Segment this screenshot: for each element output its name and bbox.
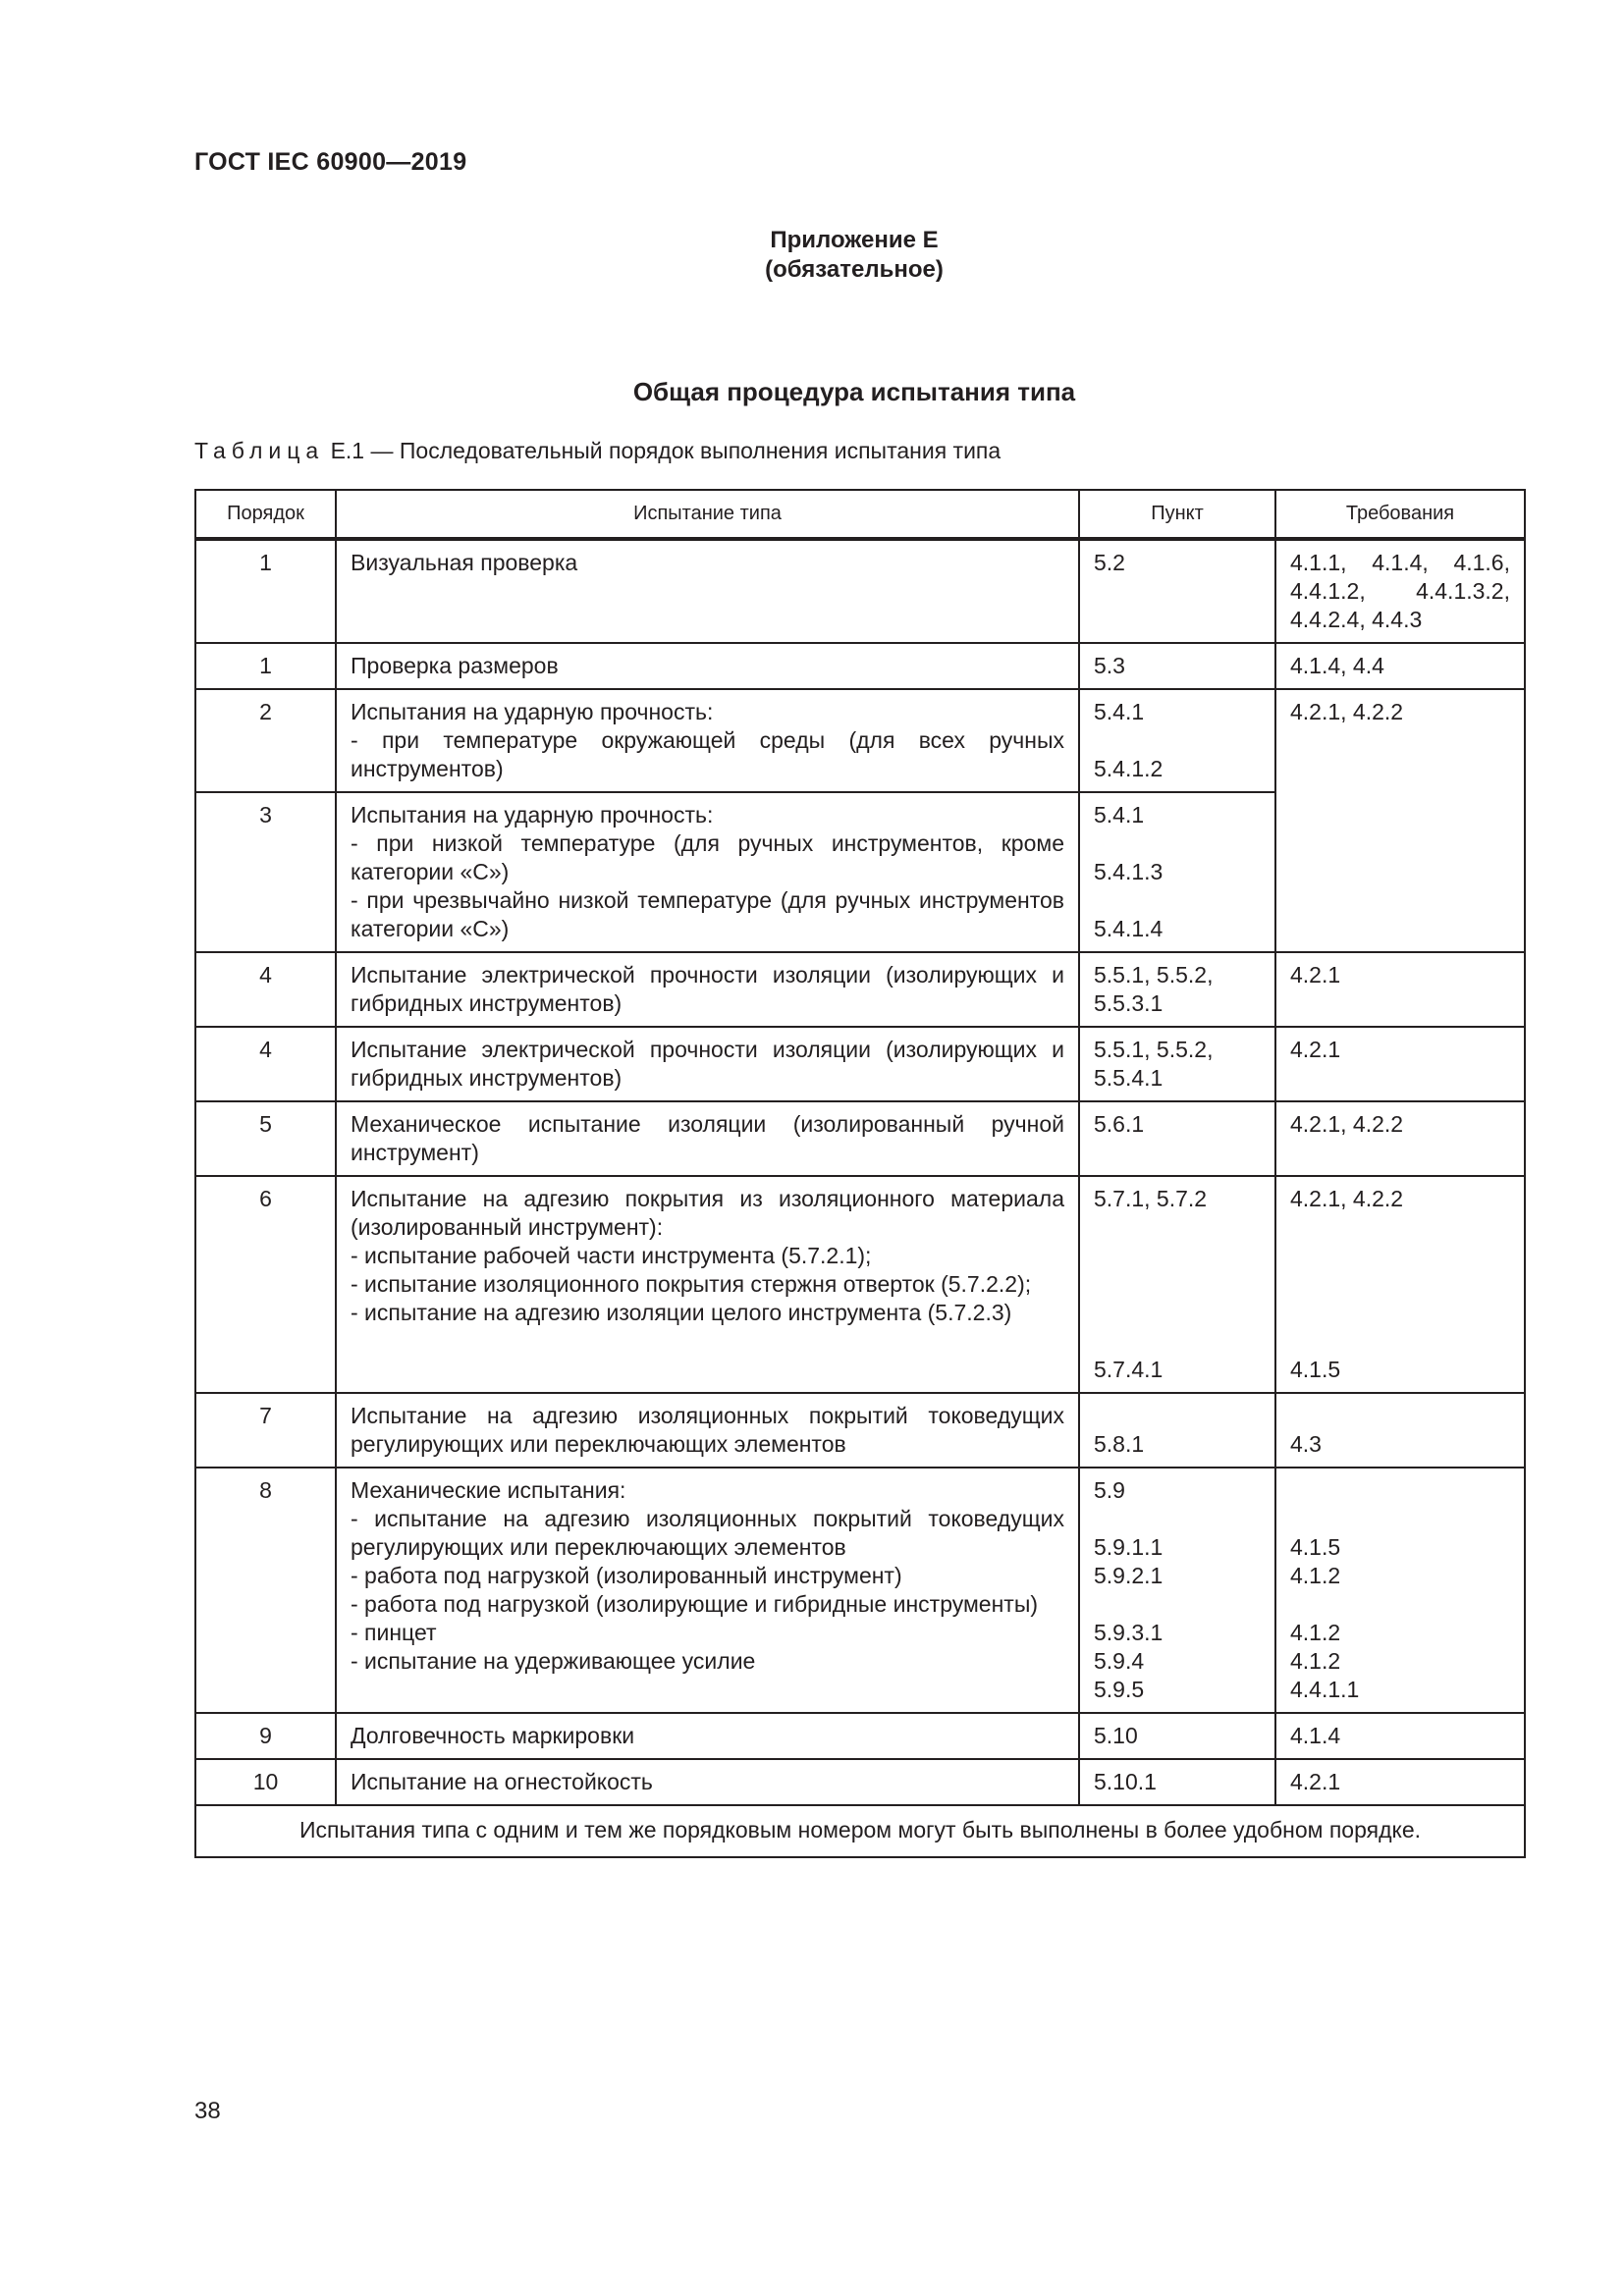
cell-clause (1079, 689, 1275, 792)
cell-clause: 5.10 (1079, 1713, 1275, 1759)
test-sub: - работа под нагрузкой (изолированный инструмент) (351, 1563, 902, 1588)
table-row (195, 1176, 1525, 1393)
cell-test (336, 689, 1079, 792)
cell-test: Испытание на адгезию изоляционных покрытий токоведущих регулирующих или переключающих элементов (336, 1393, 1079, 1468)
clause-main: 5.4.1 (1094, 802, 1145, 828)
table-row (195, 952, 1525, 1027)
test-main: Механические испытания: (351, 1477, 626, 1503)
cell-order: 2 (195, 689, 336, 792)
column-header-order: Порядок (195, 490, 336, 539)
cell-requirements: 4.2.1 (1275, 1759, 1525, 1805)
table-footnote-row (195, 1805, 1525, 1857)
cell-requirements: 4.1.4, 4.4 (1275, 643, 1525, 689)
cell-clause: 5.3 (1079, 643, 1275, 689)
test-sub: - испытание рабочей части инструмента (5.7.2.1); (351, 1243, 872, 1268)
req-sub: 4.1.2 (1290, 1648, 1341, 1674)
cell-clause: 5.5.1, 5.5.2, 5.5.4.1 (1079, 1027, 1275, 1101)
clause-sub: 5.7.4.1 (1094, 1357, 1164, 1382)
cell-test: Испытание электрической прочности изоляции (изолирующих и гибридных инструментов) (336, 952, 1079, 1027)
annex-heading (0, 226, 1624, 285)
table-row (195, 1393, 1525, 1468)
table-caption-label: Таблица (194, 438, 325, 463)
cell-order: 1 (195, 539, 336, 643)
cell-order: 4 (195, 952, 336, 1027)
clause-sub: 5.4.1.2 (1094, 756, 1164, 781)
req-sub: 4.1.2 (1290, 1620, 1341, 1645)
clause-main: 5.8.1 (1094, 1431, 1145, 1457)
clause-main: 5.9 (1094, 1477, 1125, 1503)
cell-test (336, 1468, 1079, 1713)
test-main: Испытания на ударную прочность: (351, 699, 714, 724)
clause-main: 5.7.1, 5.7.2 (1094, 1186, 1208, 1211)
test-main: Испытание на адгезию покрытия из изоляционного материала (изолированный инструмент): (351, 1186, 1064, 1240)
clause-sub: 5.9.1.1 (1094, 1534, 1164, 1560)
test-sub: - испытание на удерживающее усилие (351, 1648, 756, 1674)
table-row (195, 539, 1525, 643)
test-sub: - испытание на адгезию изоляционных покрытий токоведущих регулирующих или переключающих элементов (351, 1506, 1064, 1560)
table-row (195, 1027, 1525, 1101)
column-header-requirements: Требования (1275, 490, 1525, 539)
clause-sub: 5.4.1.3 (1094, 859, 1164, 884)
cell-test: Долговечность маркировки (336, 1713, 1079, 1759)
cell-test: Механическое испытание изоляции (изолированный ручной инструмент) (336, 1101, 1079, 1176)
table-header-row (195, 490, 1525, 539)
test-sub: - при температуре окружающей среды (для всех ручных инструментов) (351, 727, 1064, 781)
annex-title: Приложение Е (770, 227, 939, 253)
cell-order: 1 (195, 643, 336, 689)
cell-test: Проверка размеров (336, 643, 1079, 689)
req-sub: 4.1.5 (1290, 1357, 1341, 1382)
test-sub: - пинцет (351, 1620, 437, 1645)
req-sub: 4.1.5 (1290, 1534, 1341, 1560)
type-test-table (194, 489, 1526, 1858)
cell-test: Визуальная проверка (336, 539, 1079, 643)
cell-clause (1079, 1468, 1275, 1713)
cell-requirements (1275, 1393, 1525, 1468)
test-sub: - испытание на адгезию изоляции целого инструмента (5.7.2.3) (351, 1300, 1012, 1325)
table-footnote: Испытания типа с одним и тем же порядковым номером могут быть выполнены в более удобном порядке. (195, 1805, 1525, 1857)
test-sub: - испытание изоляционного покрытия стержня отверток (5.7.2.2); (351, 1271, 1032, 1297)
clause-main: 5.4.1 (1094, 699, 1145, 724)
test-main: Испытания на ударную прочность: (351, 802, 714, 828)
cell-clause: 5.5.1, 5.5.2, 5.5.3.1 (1079, 952, 1275, 1027)
column-header-test: Испытание типа (336, 490, 1079, 539)
req-main: 4.3 (1290, 1431, 1322, 1457)
document-header: ГОСТ IEC 60900—2019 (194, 148, 467, 176)
cell-clause (1079, 1176, 1275, 1393)
cell-clause: 5.6.1 (1079, 1101, 1275, 1176)
section-title: Общая процедура испытания типа (632, 377, 1076, 406)
annex-status: (обязательное) (765, 256, 944, 283)
column-header-clause: Пункт (1079, 490, 1275, 539)
test-sub: - при низкой температуре (для ручных инструментов, кроме категории «С») (351, 830, 1064, 884)
cell-clause: 5.2 (1079, 539, 1275, 643)
cell-order: 3 (195, 792, 336, 952)
cell-requirements: 4.1.1, 4.1.4, 4.1.6, 4.4.1.2, 4.4.1.3.2, 4.4.2.4, 4.4.3 (1275, 539, 1525, 643)
clause-sub: 5.9.4 (1094, 1648, 1145, 1674)
req-main: 4.2.1, 4.2.2 (1290, 1186, 1404, 1211)
cell-requirements: 4.1.4 (1275, 1713, 1525, 1759)
table-row (195, 1713, 1525, 1759)
cell-order: 7 (195, 1393, 336, 1468)
cell-order: 9 (195, 1713, 336, 1759)
table-row (195, 1468, 1525, 1713)
cell-requirements: 4.2.1 (1275, 952, 1525, 1027)
cell-test (336, 792, 1079, 952)
clause-sub: 5.9.3.1 (1094, 1620, 1164, 1645)
cell-requirements: 4.2.1, 4.2.2 (1275, 1101, 1525, 1176)
cell-test: Испытание на огнестойкость (336, 1759, 1079, 1805)
clause-sub: 5.4.1.4 (1094, 916, 1164, 941)
test-sub: - работа под нагрузкой (изолирующие и гибридные инструменты) (351, 1591, 1039, 1617)
cell-order: 8 (195, 1468, 336, 1713)
cell-order: 4 (195, 1027, 336, 1101)
clause-sub: 5.9.2.1 (1094, 1563, 1164, 1588)
cell-requirements: 4.2.1 (1275, 1027, 1525, 1101)
table-row (195, 1101, 1525, 1176)
table-row (195, 1759, 1525, 1805)
cell-test: Испытание электрической прочности изоляции (изолирующих и гибридных инструментов) (336, 1027, 1079, 1101)
table-row (195, 689, 1525, 792)
table-caption (194, 438, 1001, 464)
req-sub: 4.4.1.1 (1290, 1677, 1360, 1702)
cell-test (336, 1176, 1079, 1393)
cell-clause (1079, 792, 1275, 952)
cell-clause: 5.10.1 (1079, 1759, 1275, 1805)
cell-order: 10 (195, 1759, 336, 1805)
cell-requirements: 4.2.1, 4.2.2 (1275, 689, 1525, 952)
cell-requirements (1275, 1468, 1525, 1713)
test-sub: - при чрезвычайно низкой температуре (для ручных инструментов категории «С») (351, 887, 1064, 941)
req-sub: 4.1.2 (1290, 1563, 1341, 1588)
cell-requirements (1275, 1176, 1525, 1393)
table-caption-text: Е.1 — Последовательный порядок выполнения испытания типа (330, 438, 1001, 463)
cell-order: 5 (195, 1101, 336, 1176)
page-number: 38 (194, 2098, 221, 2124)
cell-clause (1079, 1393, 1275, 1468)
table-row (195, 643, 1525, 689)
clause-sub: 5.9.5 (1094, 1677, 1145, 1702)
cell-order: 6 (195, 1176, 336, 1393)
